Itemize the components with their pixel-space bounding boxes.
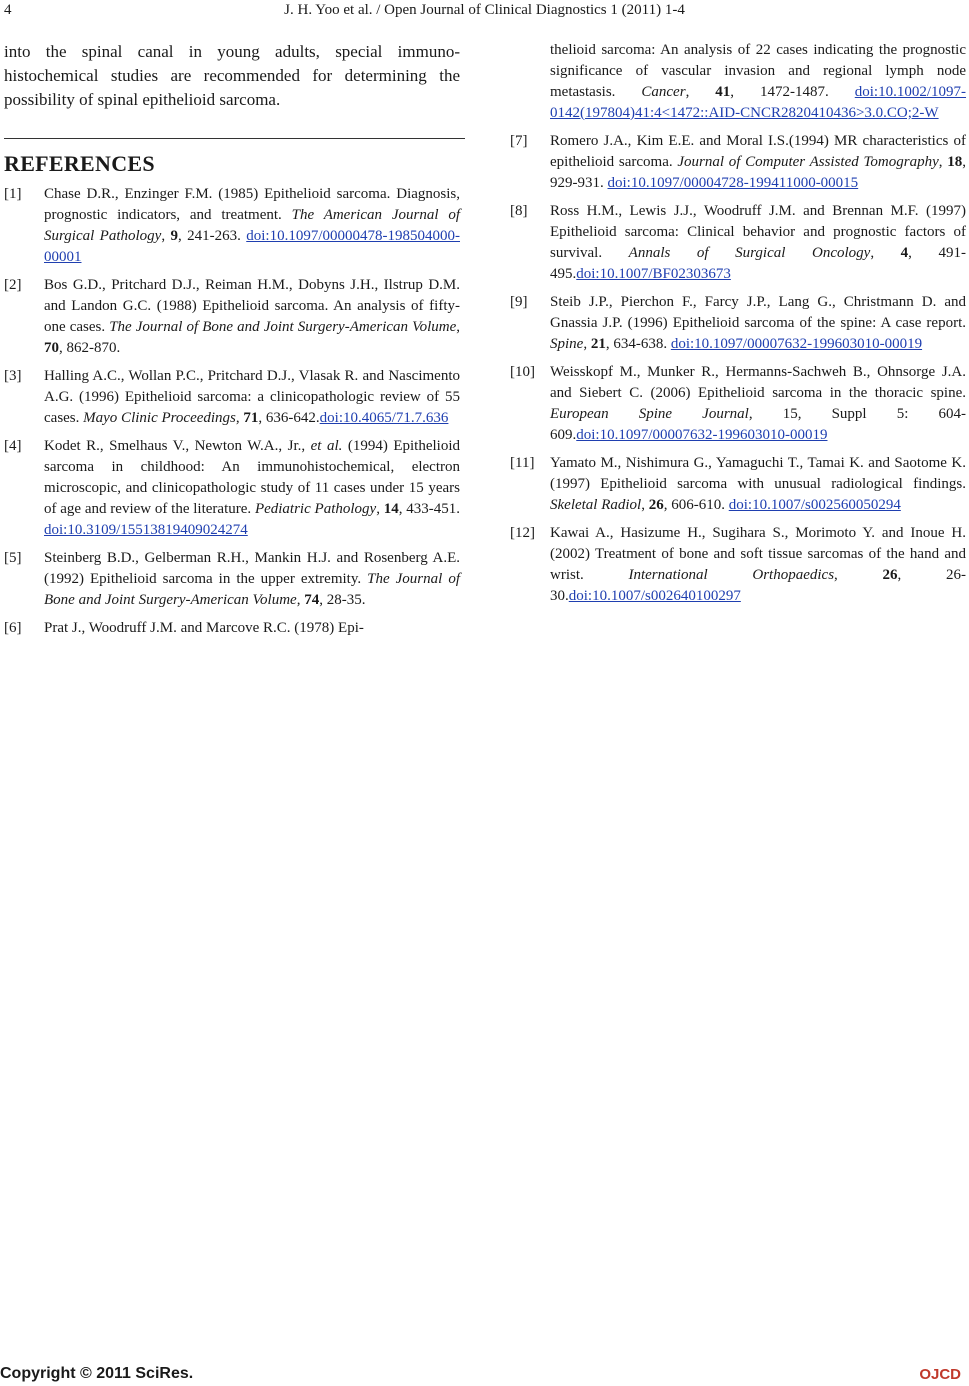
reference-volume: 74 (304, 592, 320, 608)
reference-item (510, 201, 966, 285)
reference-doi-link[interactable]: doi:10.1007/s002640100297 (568, 588, 741, 604)
reference-journal: Mayo Clinic Proceedings (83, 410, 236, 426)
reference-text: , (456, 319, 460, 335)
copyright-footer: Copyright © 2011 SciRes. (0, 1365, 194, 1382)
reference-item (510, 292, 966, 355)
left-column (4, 40, 460, 646)
right-column (510, 40, 966, 614)
reference-number: [8] (510, 203, 528, 219)
reference-text: Yamato M., Nishimura G., Yamaguchi T., Tamai K. and Saotome K. (1997) Epithelioid sarcoma with unusual radiological findings. (550, 455, 966, 492)
reference-pages: , 26-30. (550, 567, 967, 604)
reference-item (4, 366, 460, 429)
reference-text: Prat J., Woodruff J.M. and Marcove R.C. (1978) Epi- (44, 620, 364, 636)
section-divider (4, 138, 465, 139)
reference-journal: Spine (550, 336, 584, 352)
reference-text: Romero J.A., Kim E.E. and Moral I.S.(1994) MR characteristics of epithelioid sarcoma. (550, 133, 966, 170)
reference-text: Kodet R., Smelhaus V., Newton W.A., Jr., (44, 438, 311, 454)
reference-text: , (685, 84, 716, 100)
reference-number: [4] (4, 438, 22, 454)
reference-item (510, 523, 966, 607)
reference-doi-link[interactable]: doi:10.1097/00007632-199603010-00019 (576, 427, 828, 443)
reference-journal: Annals of Surgical Oncology (628, 245, 871, 261)
reference-list-left (4, 184, 460, 639)
reference-text: , (938, 154, 948, 170)
reference-item (510, 362, 966, 446)
reference-item (4, 436, 460, 541)
reference-pages: , 636-642. (258, 410, 320, 426)
reference-text: Chase D.R., Enzinger F.M. (1985) Epithelioid sarcoma. Diagnosis, prognostic indicators, and treatment. (44, 186, 460, 223)
reference-pages: , 606-610. (663, 497, 729, 513)
reference-pages: , 433-451. (398, 501, 461, 517)
reference-volume: 71 (243, 410, 259, 426)
reference-pages: , 241-263. (177, 228, 247, 244)
reference-journal: International Orthopaedics (628, 567, 835, 583)
reference-pages: 604-609. (550, 406, 967, 443)
reference-volume: 26 (648, 497, 664, 513)
reference-number: [6] (4, 620, 22, 636)
reference-number: [10] (510, 364, 535, 380)
reference-doi-link[interactable]: doi:10.1002/1097-0142(197804)41:4<1472::AID-CNCR2820410436>3.0.CO;2-W (550, 84, 967, 121)
reference-number: [12] (510, 525, 535, 541)
reference-volume: 18 (947, 154, 963, 170)
reference-number: [7] (510, 133, 528, 149)
reference-text: , (235, 410, 244, 426)
reference-journal: European Spine Journal (550, 406, 749, 422)
reference-number: [11] (510, 455, 535, 471)
reference-doi-link[interactable]: doi:10.4065/71.7.636 (319, 410, 449, 426)
reference-text: , (376, 501, 384, 517)
reference-pages: , 634-638. (605, 336, 671, 352)
reference-volume: 41 (715, 84, 731, 100)
reference-doi-link[interactable]: doi:10.3109/15513819409024274 (44, 522, 248, 538)
reference-item (510, 131, 966, 194)
reference-journal: The Journal of Bone and Joint Surgery-American Volume (44, 571, 460, 608)
reference-number: [5] (4, 550, 22, 566)
reference-volume: 9 (170, 228, 178, 244)
reference-volume: 26 (882, 567, 898, 583)
reference-journal: Cancer (641, 84, 686, 100)
reference-volume: 21 (590, 336, 606, 352)
reference-etal: et al. (310, 438, 343, 454)
reference-text: Ross H.M., Lewis J.J., Woodruff J.M. and Brennan M.F. (1997) Epithelioid sarcoma: Clinical behavior and prognostic factors of survival. (550, 203, 966, 261)
reference-volume: 4 (900, 245, 909, 261)
reference-text: Steinberg B.D., Gelberman R.H., Mankin H.J. and Rosenberg A.E. (1992) Epithelioid sarcoma in the upper extremity. (44, 550, 460, 587)
reference-list-right (510, 40, 966, 607)
reference-pages: , 862-870. (59, 340, 121, 356)
reference-text: Bos G.D., Pritchard D.J., Reiman H.M., Dobyns J.H., Ilstrup D.M. and Landon G.C. (1988) Epithelioid sarcoma. An analysis of fifty-one cases. (44, 277, 460, 335)
running-head: J. H. Yoo et al. / Open Journal of Clinical Diagnostics 1 (2011) 1-4 (284, 2, 685, 18)
reference-doi-link[interactable]: doi:10.1007/s002560050294 (728, 497, 901, 513)
reference-doi-link[interactable]: doi:10.1097/00007632-199603010-00019 (670, 336, 923, 352)
reference-pages: , 28-35. (319, 592, 366, 608)
reference-journal: The American Journal of Surgical Pathology (44, 207, 461, 244)
reference-text: (1994) Epithelioid sarcoma in childhood: An immunohistochemical, electron microscopic, and clinicopathologic study of 11 cases under 15 years of age and review of the literature. (44, 438, 460, 517)
reference-text: Weisskopf M., Munker R., Hermanns-Sachweh B., Ohnsorge J.A. and Siebert C. (2006) Epithelioid sarcoma in the thoracic spine. (550, 364, 966, 401)
reference-number: [2] (4, 277, 22, 293)
intro-paragraph: into the spinal canal in young adults, special immuno-histochemical studies are recommended for determining the possibility of spinal epithelioid sarcoma. (4, 42, 460, 109)
journal-abbrev: OJCD (919, 1366, 961, 1383)
reference-item (4, 275, 460, 359)
reference-text: , (834, 567, 883, 583)
reference-doi-link[interactable]: doi:10.1097/00000478-198504000-00001 (44, 228, 460, 265)
reference-text: , (161, 228, 171, 244)
reference-text: , 15, Suppl 5: (748, 406, 939, 422)
reference-item (4, 548, 460, 611)
reference-text: , (870, 245, 901, 261)
reference-journal: Pediatric Pathology (254, 501, 377, 517)
reference-text: Kawai A., Hasizume H., Sugihara S., Morimoto Y. and Inoue H. (2002) Treatment of bone and soft tissue sarcomas of the hand and wrist. (550, 525, 966, 583)
reference-text: thelioid sarcoma: An analysis of 22 cases indicating the prognostic significance of vascular invasion and regional lymph node metastasis. (550, 42, 966, 100)
references-heading: REFERENCES (4, 151, 155, 176)
reference-volume: 14 (383, 501, 399, 517)
reference-item (4, 618, 460, 639)
reference-volume: 70 (44, 340, 59, 356)
reference-pages: , 929-931. (550, 154, 966, 191)
reference-number: [1] (4, 186, 22, 202)
reference-journal: Skeletal Radiol (550, 497, 642, 513)
reference-item (510, 453, 966, 516)
reference-text: Halling A.C., Wollan P.C., Pritchard D.J., Vlasak R. and Nascimento A.G. (1996) Epithelioid sarcoma: a clinicopathologic review of 55 cases. (44, 368, 460, 426)
reference-journal: The Journal of Bone and Joint Surgery-American Volume (109, 319, 457, 335)
reference-number: [9] (510, 294, 528, 310)
reference-text: Steib J.P., Pierchon F., Farcy J.P., Lang G., Christmann D. and Gnassia J.P. (1996) Epithelioid sarcoma of the spine: A case report. (550, 294, 966, 331)
reference-number: [3] (4, 368, 22, 384)
reference-continuation (550, 40, 966, 124)
reference-doi-link[interactable]: doi:10.1007/BF02303673 (576, 266, 731, 282)
reference-text: , (583, 336, 591, 352)
reference-doi-link[interactable]: doi:10.1097/00004728-199411000-00015 (607, 175, 859, 191)
reference-pages: , 1472-1487. (730, 84, 855, 100)
reference-text: , (296, 592, 305, 608)
reference-pages: , 491-495. (550, 245, 966, 282)
page-number: 4 (4, 2, 12, 18)
reference-text: , (641, 497, 649, 513)
reference-item (4, 184, 460, 268)
reference-journal: Journal of Computer Assisted Tomography (677, 154, 939, 170)
